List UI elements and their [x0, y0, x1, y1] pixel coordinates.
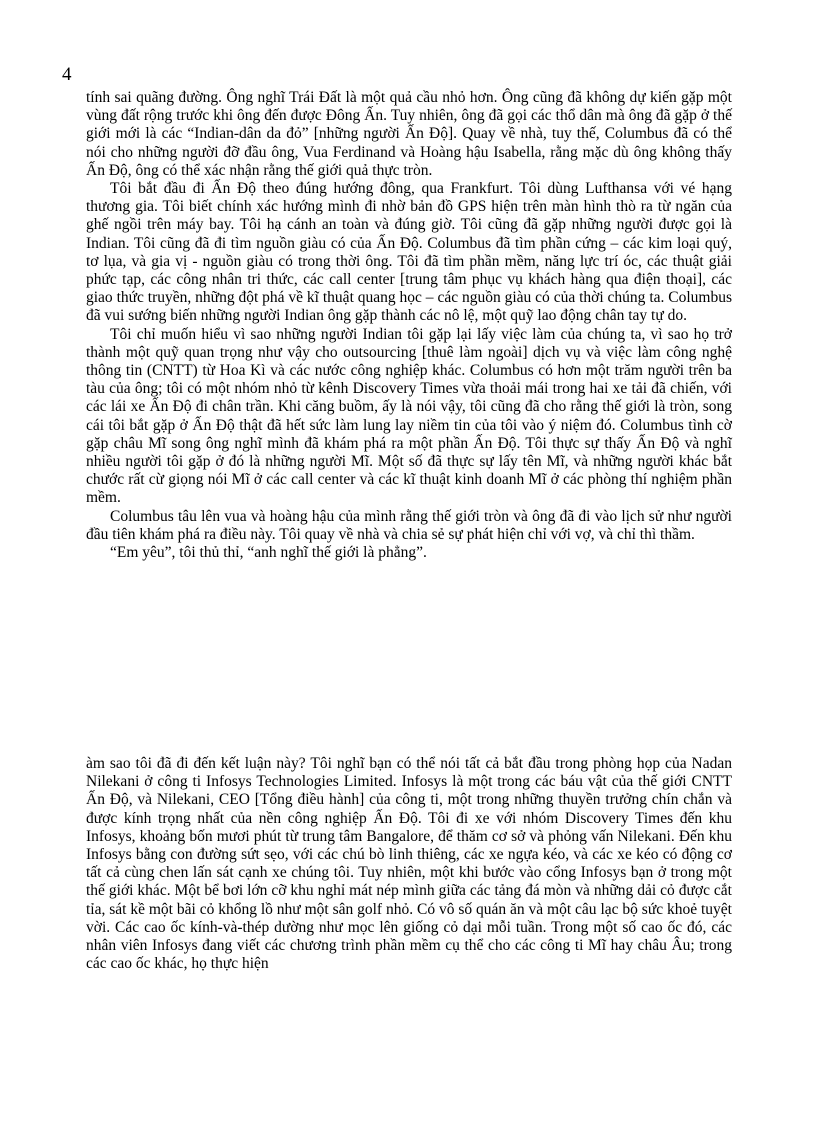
page-number: 4: [62, 64, 72, 85]
paragraph: tính sai quãng đường. Ông nghĩ Trái Đất là một quả cầu nhỏ hơn. Ông cũng đã không dự kiến gặp một vùng đất rộng trước khi ông đến được Đông Ấn. Tuy nhiên, ông đã gọi các thổ dân mà ông đã gặp ở thế giới mới là các “Indian-dân da đỏ” [những người Ấn Độ]. Quay về nhà, tuy thế, Columbus đã có thể nói cho những người đỡ đầu ông, Vua Ferdinand và Hoàng hậu Isabella, rằng mặc dù ông không thấy Ấn Độ, ông có thể xác nhận rằng thế giới quả thực tròn.: [86, 89, 732, 179]
text-section-2: [86, 755, 732, 973]
paragraph: Columbus tâu lên vua và hoàng hậu của mình rằng thế giới tròn và ông đã đi vào lịch sử như người đầu tiên khám phá ra điều này. Tôi quay về nhà và chia sẻ sự phát hiện chỉ với vợ, và chỉ thì thầm.: [86, 507, 732, 543]
paragraph: àm sao tôi đã đi đến kết luận này? Tôi nghĩ bạn có thể nói tất cả bắt đầu trong phòng họp của Nadan Nilekani ở công ti Infosys Technologies Limited. Infosys là một trong các báu vật của thế giới CNTT Ấn Độ, và Nilekani, CEO [Tổng điều hành] của công ti, một trong những thuyền trưởng chín chắn và được kính trọng nhất của nền công nghiệp Ấn Độ. Tôi đi xe với nhóm Discovery Times đến khu Infosys, khoảng bốn mươi phút từ trung tâm Bangalore, để thăm cơ sở và phỏng vấn Nilekani. Đến khu Infosys bằng con đường sứt sẹo, với các chú bò linh thiêng, các xe ngựa kéo, và các xe kéo có động cơ tất cả cùng chen lấn sát cạnh xe chúng tôi. Tuy nhiên, một khi bước vào cổng Infosys bạn ở trong một thế giới khác. Một bể bơi lớn cỡ khu nghỉ mát nép mình giữa các tảng đá mòn và những dải cỏ được cắt tỉa, sát kề một bãi cỏ khổng lồ như một sân golf nhỏ. Có vô số quán ăn và một câu lạc bộ sức khoẻ tuyệt vời. Các cao ốc kính-và-thép dường như mọc lên giống cỏ dại mỗi tuần. Trong một số cao ốc đó, các nhân viên Infosys đang viết các chương trình phần mềm cụ thể cho các công ti Mĩ hay châu Âu; trong các cao ốc khác, họ thực hiện: [86, 755, 732, 973]
paragraph: “Em yêu”, tôi thủ thỉ, “anh nghĩ thế giới là phẳng”.: [110, 544, 427, 562]
text-section-1: [86, 89, 732, 562]
paragraph: Tôi chỉ muốn hiểu vì sao những người Indian tôi gặp lại lấy việc làm của chúng ta, vì sao họ trở thành một quỹ quan trọng như vậy cho outsourcing [thuê làm ngoài] dịch vụ và việc làm công nghệ thông tin (CNTT) từ Hoa Kì và các nước công nghiệp khác. Columbus có hơn một trăm người trên ba tàu của ông; tôi có một nhóm nhỏ từ kênh Discovery Times vừa thoải mái trong hai xe tải đã chiến, với các lái xe Ấn Độ đi chân trần. Khi căng buồm, ấy là nói vậy, tôi cũng đã cho rằng thế giới là tròn, song cái tôi bắt gặp ở Ấn Độ thật đã hết sức làm lung lay niềm tin của tôi vào ý niệm đó. Columbus tình cờ gặp châu Mĩ song ông nghĩ mình đã khám phá ra một phần Ấn Độ. Tôi thực sự thấy Ấn Độ và nghĩ nhiều người tôi gặp ở đó là những người Mĩ. Một số đã thực sự lấy tên Mĩ, và những người khác bắt chước rất cừ giọng nói Mĩ ở các call center và các kĩ thuật kinh doanh Mĩ ở các phòng thí nghiệm phần mềm.: [86, 325, 732, 507]
paragraph: Tôi bắt đầu đi Ấn Độ theo đúng hướng đông, qua Frankfurt. Tôi dùng Lufthansa với vé hạng thương gia. Tôi biết chính xác hướng mình đi nhờ bản đồ GPS hiện trên màn hình thò ra từ ngăn của ghế ngồi trên máy bay. Tôi hạ cánh an toàn và đúng giờ. Tôi cũng đã gặp những người được gọi là Indian. Tôi cũng đã đi tìm nguồn giàu có của Ấn Độ. Columbus đã tìm phần cứng – các kim loại quý, tơ lụa, và gia vị - nguồn giàu có trong thời ông. Tôi đã tìm phần mềm, năng lực trí óc, các thuật giải phức tạp, các công nhân tri thức, các call center [trung tâm phục vụ khách hàng qua điện thoại], các giao thức truyền, những đột phá về kĩ thuật quang học – các nguồn giàu có của thời chúng ta. Columbus đã vui sướng biến những người Indian ông gặp thành các nô lệ, một quỹ lao động chân tay tự do.: [86, 180, 732, 325]
